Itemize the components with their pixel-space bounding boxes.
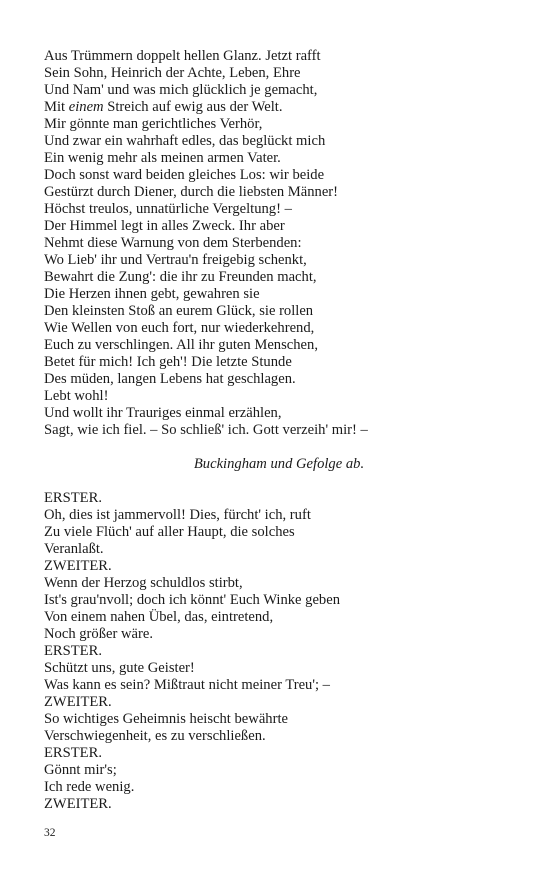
verse-line: Des müden, langen Lebens hat geschlagen.: [44, 371, 296, 387]
emphasized-word: einem: [68, 99, 104, 115]
page-text: [44, 48, 514, 813]
spacer: [44, 473, 514, 490]
verse-line: Sein Sohn, Heinrich der Achte, Leben, Ehre: [44, 65, 301, 81]
page-number: 32: [44, 827, 56, 839]
verse-line: Die Herzen ihnen gebt, gewahren sie: [44, 286, 260, 302]
dialogue-line: Noch größer wäre.: [44, 626, 153, 642]
dialogue-line: Was kann es sein? Mißtraut nicht meiner Treu'; –: [44, 677, 330, 693]
verse-line: Den kleinsten Stoß an eurem Glück, sie rollen: [44, 303, 314, 319]
verse-line: Aus Trümmern doppelt hellen Glanz. Jetzt rafft: [44, 48, 321, 64]
dialogue-line: Ist's grau'nvoll; doch ich könnt' Euch Winke geben: [44, 592, 341, 608]
verse-line: Betet für mich! Ich geh'! Die letzte Stunde: [44, 354, 292, 370]
verse-line: Ein wenig mehr als meinen armen Vater.: [44, 150, 281, 166]
verse-line: Wo Lieb' ihr und Vertrau'n freigebig schenkt,: [44, 252, 307, 268]
verse-line: Der Himmel legt in alles Zweck. Ihr aber: [44, 218, 285, 234]
dialogue-line: Veranlaßt.: [44, 541, 104, 557]
speaker-label: ZWEITER.: [44, 694, 112, 710]
dialogue-line: Oh, dies ist jammervoll! Dies, fürcht' ich, ruft: [44, 507, 311, 523]
verse-line: Bewahrt die Zung': die ihr zu Freunden macht,: [44, 269, 317, 285]
verse-line: Höchst treulos, unnatürliche Vergeltung! –: [44, 201, 292, 217]
verse-line: Lebt wohl!: [44, 388, 109, 404]
dialogue-line: Von einem nahen Übel, das, eintretend,: [44, 609, 274, 625]
verse-line: Und wollt ihr Trauriges einmal erzählen,: [44, 405, 282, 421]
dialogue-line: Wenn der Herzog schuldlos stirbt,: [44, 575, 243, 591]
speaker-label: ERSTER.: [44, 490, 102, 506]
dialogue-line: Schützt uns, gute Geister!: [44, 660, 195, 676]
verse-line: Und zwar ein wahrhaft edles, das beglückt mich: [44, 133, 326, 149]
verse-block-2: [44, 116, 514, 439]
verse-line: Und Nam' und was mich glücklich je gemacht,: [44, 82, 318, 98]
verse-line: Doch sonst ward beiden gleiches Los: wir beide: [44, 167, 325, 183]
verse-line: Sagt, wie ich fiel. – So schließ' ich. Gott verzeih' mir! –: [44, 422, 368, 438]
dialogue-line: Zu viele Flüch' auf aller Haupt, die solches: [44, 524, 295, 540]
speaker-label: ZWEITER.: [44, 796, 112, 812]
speaker-label: ERSTER.: [44, 745, 102, 761]
verse-line: Mir gönnte man gerichtliches Verhör,: [44, 116, 263, 132]
stage-direction: Buckingham und Gefolge ab.: [193, 456, 365, 472]
dialogue-line: Gönnt mir's;: [44, 762, 117, 778]
verse-line: Gestürzt durch Diener, durch die liebsten Männer!: [44, 184, 339, 200]
dialogue-line: So wichtiges Geheimnis heischt bewährte: [44, 711, 288, 727]
verse-line-emphasis: [44, 99, 514, 116]
speaker-label: ERSTER.: [44, 643, 102, 659]
speaker-label: ZWEITER.: [44, 558, 112, 574]
verse-line: Euch zu verschlingen. All ihr guten Menschen,: [44, 337, 318, 353]
spacer: [44, 439, 514, 456]
verse-line-part: Streich auf ewig aus der Welt.: [103, 99, 283, 115]
verse-line: Nehmt diese Warnung von dem Sterbenden:: [44, 235, 302, 251]
dialogue-block: [44, 490, 514, 813]
verse-line-part: Mit: [44, 99, 69, 115]
dialogue-line: Ich rede wenig.: [44, 779, 135, 795]
verse-block-1: [44, 48, 514, 116]
dialogue-line: Verschwiegenheit, es zu verschließen.: [44, 728, 266, 744]
verse-line: Wie Wellen von euch fort, nur wiederkehrend,: [44, 320, 315, 336]
